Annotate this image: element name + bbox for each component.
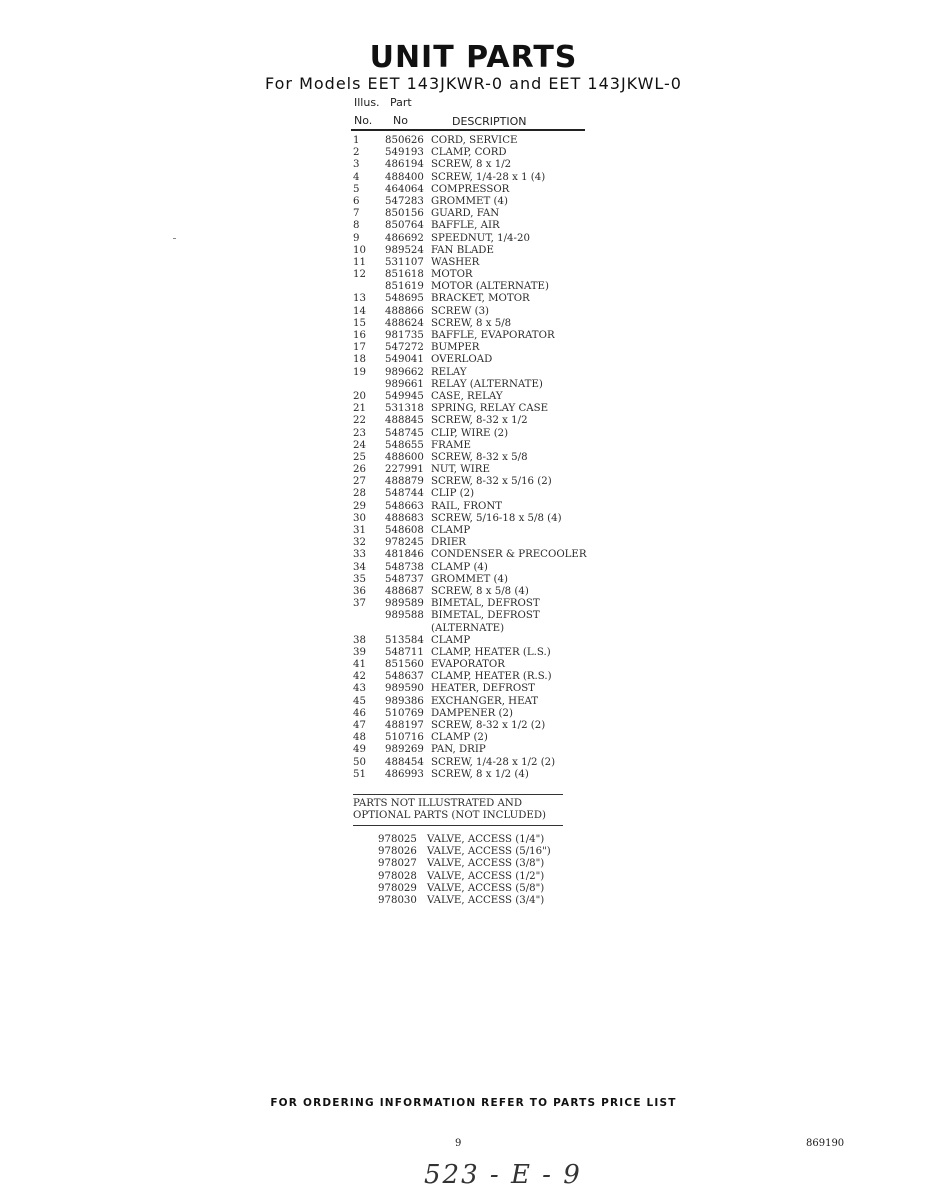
table-row [353,233,613,245]
part-description: VALVE, ACCESS (5/8") [427,882,545,894]
part-description: BUMPER [431,342,480,354]
part-number: 978025 [378,834,417,845]
table-row [353,769,613,781]
table-row [353,440,613,452]
part-description: CLAMP, CORD [431,147,507,159]
list-item [378,858,578,870]
illus-number: 51 [353,768,366,780]
illus-number: 22 [353,415,366,427]
part-number: 978028 [378,870,417,882]
part-description: SPRING, RELAY CASE [431,403,549,415]
illus-number: 17 [353,342,366,354]
table-row [353,647,613,659]
parts-list [353,135,613,781]
table-row [353,562,613,574]
part-number: 989588 [385,610,424,622]
part-description: BAFFLE, AIR [431,220,500,232]
illus-number: 30 [353,512,366,524]
part-number: 851619 [385,281,424,293]
part-description: SCREW, 8-32 x 1/2 (2) [431,720,546,731]
illus-number: 31 [353,525,366,536]
illus-number: 34 [353,561,366,573]
part-number: 531318 [385,403,424,415]
illus-number: 12 [353,269,366,281]
part-description: SCREW, 8-32 x 5/16 (2) [431,476,552,488]
illus-number: 11 [353,256,366,268]
illus-number: 38 [353,634,366,646]
table-row [353,708,613,720]
part-number: 547283 [385,195,424,207]
illus-number: 16 [353,330,366,341]
part-number: 488687 [385,585,424,597]
illus-number: 1 [353,135,360,146]
part-description: SPEEDNUT, 1/4-20 [431,232,530,244]
illus-number: 26 [353,464,366,476]
table-row [353,683,613,695]
part-number: 227991 [385,464,424,476]
table-row [353,281,613,293]
part-description: GROMMET (4) [431,195,508,207]
part-number: 989524 [385,244,424,256]
no-column-header: No. [354,114,373,127]
part-description: WASHER [431,256,480,268]
part-number: 548738 [385,561,424,573]
table-row [353,245,613,257]
part-number: 488845 [385,415,424,427]
part-number: 850764 [385,220,424,232]
part-number: 850156 [385,208,424,220]
table-row [353,293,613,305]
part-description: CONDENSER & PRECOOLER [431,549,587,561]
illus-number: 43 [353,683,366,695]
part-description: VALVE, ACCESS (1/4") [427,834,545,845]
optional-parts-list [378,834,578,907]
part-description: FRAME [431,439,471,451]
table-row [353,696,613,708]
part-number: 488879 [385,476,424,488]
part-number: 513584 [385,634,424,646]
part-description: PAN, DRIP [431,744,486,756]
part-number: 548655 [385,439,424,451]
part-number: 464064 [385,183,424,195]
part-description: CLAMP (4) [431,561,488,573]
part-description: CLIP (2) [431,488,475,500]
illus-number: 36 [353,585,366,597]
part-description: CASE, RELAY [431,390,503,402]
part-number: 989661 [385,378,424,390]
table-row [353,598,613,610]
illus-number: 20 [353,390,366,402]
part-description: GROMMET (4) [431,573,508,585]
part-number: 978027 [378,858,417,870]
illus-number: 4 [353,171,360,183]
table-row [353,720,613,732]
document-number: 869190 [806,1138,845,1149]
part-number: 548608 [385,525,424,536]
part-description: FAN BLADE [431,244,494,256]
table-row [353,367,613,379]
part-number: 548745 [385,427,424,439]
part-description: SCREW, 8 x 5/8 (4) [431,585,529,597]
models-subtitle: For Models EET 143JKWR-0 and EET 143JKWL-0 [265,74,682,93]
part-number: 486993 [385,768,424,780]
table-row [353,403,613,415]
illus-number: 45 [353,695,366,707]
illus-number: 35 [353,573,366,585]
page-title: UNIT PARTS [369,40,578,75]
part-description: VALVE, ACCESS (5/16") [427,846,551,858]
part-number: 978030 [378,894,417,906]
part-description: CLAMP [431,634,471,646]
part-description: CORD, SERVICE [431,135,518,146]
part-number: 548637 [385,671,424,683]
part-description: SCREW, 8-32 x 1/2 [431,415,528,427]
part-number: 978245 [385,537,424,549]
part-description: HEATER, DEFROST [431,683,535,695]
part-column-label: Part [390,96,412,109]
table-row [353,610,613,622]
table-row [353,135,613,147]
part-description: VALVE, ACCESS (3/4") [427,894,545,906]
part-description: VALVE, ACCESS (3/8") [427,858,545,870]
part-number: 978026 [378,846,417,858]
part-number: 488600 [385,451,424,463]
part-description: SCREW, 1/4-28 x 1 (4) [431,171,546,183]
table-row [353,379,613,391]
part-description: SCREW, 8 x 1/2 (4) [431,768,529,780]
part-description: SCREW, 1/4-28 x 1/2 (2) [431,756,556,768]
illus-number: 28 [353,488,366,500]
part-description: CLIP, WIRE (2) [431,427,509,439]
table-row [353,391,613,403]
part-number: 486692 [385,232,424,244]
illus-number: 14 [353,305,366,317]
table-row [353,269,613,281]
illus-number: 33 [353,549,366,561]
part-number: 481846 [385,549,424,561]
table-row [353,306,613,318]
table-row [353,513,613,525]
part-number: 548737 [385,573,424,585]
part-description: RAIL, FRONT [431,500,503,512]
table-row [353,464,613,476]
part-number: 850626 [385,135,424,146]
list-item [378,846,578,858]
table-row [353,184,613,196]
illus-number: 21 [353,403,366,415]
part-description: SCREW (3) [431,305,490,317]
table-row [353,452,613,464]
illus-number: 13 [353,293,366,305]
illus-number: 47 [353,720,366,731]
part-number: 510769 [385,707,424,719]
table-row [353,635,613,647]
table-row [353,342,613,354]
table-row [353,744,613,756]
illus-number: 18 [353,354,366,366]
part-number: 548744 [385,488,424,500]
table-row [353,147,613,159]
part-number: 488400 [385,171,424,183]
part-description: DAMPENER (2) [431,707,513,719]
part-number: 851560 [385,659,424,671]
part-number: 989590 [385,683,424,695]
part-number: 989386 [385,695,424,707]
illus-number: 49 [353,744,366,756]
part-number: 989589 [385,598,424,610]
list-item [378,871,578,883]
part-description: SCREW, 5/16-18 x 5/8 (4) [431,512,562,524]
part-number: 510716 [385,732,424,744]
table-row [353,476,613,488]
part-number: 981735 [385,330,424,341]
table-row [353,196,613,208]
part-description: BIMETAL, DEFROST [431,598,540,610]
table-row [353,208,613,220]
part-description: RELAY (ALTERNATE) [431,378,543,390]
scan-speck [173,238,176,239]
part-description: BRACKET, MOTOR [431,293,530,305]
part-description: SCREW, 8 x 5/8 [431,317,512,329]
illus-number: 9 [353,232,360,244]
part-description: BIMETAL, DEFROST [431,610,540,622]
illus-number: 48 [353,732,366,744]
part-description: CLAMP [431,525,471,536]
part-description: MOTOR (ALTERNATE) [431,281,549,293]
table-row [353,659,613,671]
illus-number: 42 [353,671,366,683]
part-number: 989662 [385,366,424,378]
table-row [353,757,613,769]
list-item [378,895,578,907]
table-row [353,549,613,561]
part-number: 549945 [385,390,424,402]
table-row [353,318,613,330]
not-illustrated-line2: OPTIONAL PARTS (NOT INCLUDED) [353,810,546,821]
table-row [353,428,613,440]
part-description: BAFFLE, EVAPORATOR [431,330,555,341]
table-row [353,415,613,427]
part-number: 549193 [385,147,424,159]
part-number: 488454 [385,756,424,768]
illus-number: 15 [353,317,366,329]
illus-number: 24 [353,439,366,451]
part-description: SCREW, 8 x 1/2 [431,159,512,171]
part-number: 488866 [385,305,424,317]
illus-number: 25 [353,451,366,463]
part-number: 486194 [385,159,424,171]
part-description: MOTOR [431,269,473,281]
illus-number: 50 [353,756,366,768]
table-row [353,574,613,586]
part-description: DRIER [431,537,466,549]
handwritten-reference: 523 - E - 9 [424,1160,582,1190]
part-description: RELAY [431,366,467,378]
illus-number: 19 [353,366,366,378]
table-row [353,172,613,184]
part-number: 549041 [385,354,424,366]
illus-number: 7 [353,208,360,220]
part-description: GUARD, FAN [431,208,500,220]
table-row [353,537,613,549]
list-item [378,883,578,895]
part-number: 488624 [385,317,424,329]
part-description: EVAPORATOR [431,659,505,671]
part-description: EXCHANGER, HEAT [431,695,539,707]
page-number: 9 [455,1138,462,1149]
part-description: (ALTERNATE) [431,622,505,634]
part-number: 989269 [385,744,424,756]
table-row [353,623,613,635]
not-illustrated-line1: PARTS NOT ILLUSTRATED AND [353,798,522,809]
illus-number: 37 [353,598,366,610]
table-row [353,501,613,513]
table-row [353,732,613,744]
part-number: 978029 [378,882,417,894]
table-row [353,330,613,342]
table-row [353,257,613,269]
table-row [353,525,613,537]
part-number: 548695 [385,293,424,305]
part-number: 547272 [385,342,424,354]
illus-number: 39 [353,646,366,658]
table-row [353,220,613,232]
ordering-note: FOR ORDERING INFORMATION REFER TO PARTS PRICE LIST [270,1097,677,1109]
part-description: COMPRESSOR [431,183,510,195]
part-description: CLAMP, HEATER (L.S.) [431,646,551,658]
illus-number: 46 [353,707,366,719]
illus-number: 5 [353,183,360,195]
illus-number: 23 [353,427,366,439]
part-description: SCREW, 8-32 x 5/8 [431,451,528,463]
part-number: 488683 [385,512,424,524]
part-number: 548711 [385,646,424,658]
part-description: CLAMP, HEATER (R.S.) [431,671,552,683]
part-number: 488197 [385,720,424,731]
table-row [353,586,613,598]
header-rule [351,129,585,131]
description-column-header: DESCRIPTION [452,115,527,128]
part-number: 851618 [385,269,424,281]
part-number: 531107 [385,256,424,268]
table-row [353,488,613,500]
part-number: 548663 [385,500,424,512]
illus-number: 27 [353,476,366,488]
illus-number: 41 [353,659,366,671]
part-description: CLAMP (2) [431,732,488,744]
table-row [353,671,613,683]
not-illustrated-heading [353,794,563,826]
part-description: OVERLOAD [431,354,493,366]
illus-number: 10 [353,244,366,256]
table-row [353,159,613,171]
illus-column-label: Illus. [354,96,380,109]
illus-number: 8 [353,220,360,232]
illus-number: 2 [353,147,360,159]
illus-number: 6 [353,195,360,207]
list-item [378,834,578,846]
part-no-column-header: No [393,114,408,127]
part-description: VALVE, ACCESS (1/2") [427,870,545,882]
table-row [353,354,613,366]
part-description: NUT, WIRE [431,464,490,476]
illus-number: 29 [353,500,366,512]
illus-number: 32 [353,537,366,549]
illus-number: 3 [353,159,360,171]
